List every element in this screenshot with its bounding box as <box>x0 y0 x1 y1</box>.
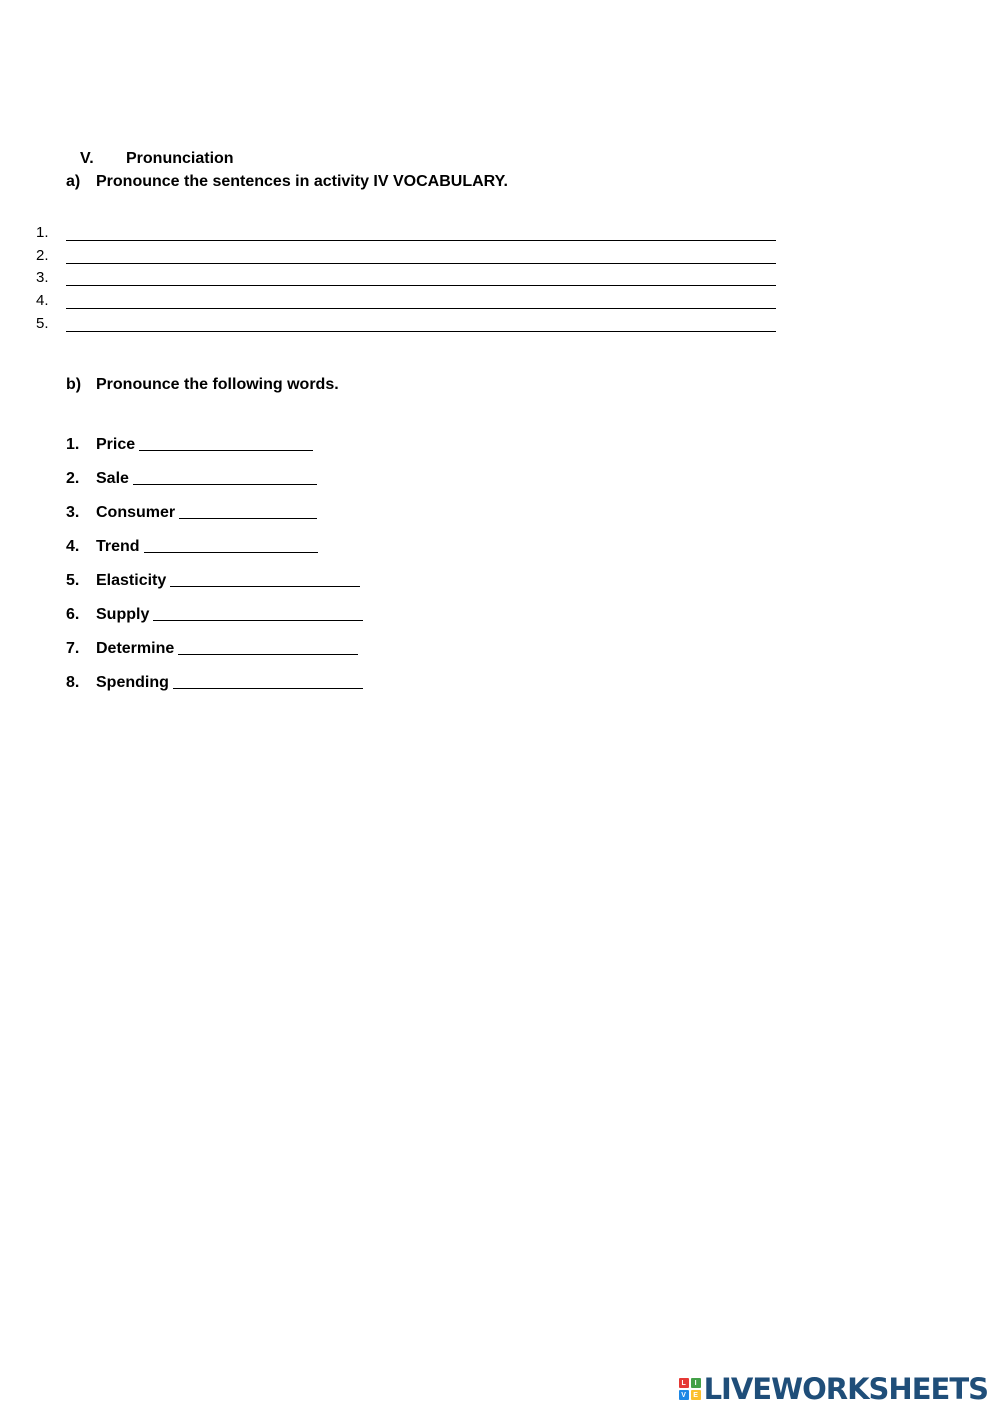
answer-blank[interactable] <box>66 271 776 286</box>
liveworksheets-brand[interactable] <box>679 1372 988 1406</box>
word-blank[interactable] <box>170 574 360 587</box>
word-blank[interactable] <box>133 472 317 485</box>
answer-line[interactable] <box>36 309 776 332</box>
line-number: 2. <box>36 246 49 264</box>
section-title: Pronunciation <box>126 150 234 167</box>
word-label: Spending <box>96 674 169 691</box>
word-label: Determine <box>96 640 175 657</box>
line-number: 1. <box>36 223 49 241</box>
word-label: Supply <box>96 606 150 623</box>
logo-tile: V <box>679 1390 689 1400</box>
sentence-lines <box>36 218 776 332</box>
word-item <box>66 624 363 658</box>
section-heading <box>80 150 234 168</box>
part-a-heading <box>66 173 508 191</box>
answer-blank[interactable] <box>66 294 776 309</box>
answer-blank[interactable] <box>66 249 776 264</box>
word-blank[interactable] <box>139 438 313 451</box>
line-number: 5. <box>36 314 49 332</box>
part-a-letter: a) <box>66 173 81 190</box>
word-number: 2. <box>66 470 80 487</box>
part-b-heading <box>66 376 339 394</box>
word-number: 5. <box>66 572 80 589</box>
word-number: 6. <box>66 606 80 623</box>
word-item <box>66 590 363 624</box>
word-number: 1. <box>66 436 80 453</box>
word-blank[interactable] <box>179 506 317 519</box>
answer-line[interactable] <box>36 264 776 287</box>
word-label: Sale <box>96 470 129 487</box>
part-b-letter: b) <box>66 376 82 393</box>
answer-blank[interactable] <box>66 226 776 241</box>
answer-blank[interactable] <box>66 317 776 332</box>
word-label: Consumer <box>96 504 176 521</box>
word-item <box>66 454 363 488</box>
word-blank[interactable] <box>144 540 318 553</box>
answer-line[interactable] <box>36 218 776 241</box>
part-a-instruction: Pronounce the sentences in activity IV VOCABULARY. <box>96 173 508 190</box>
section-numeral: V. <box>80 150 94 167</box>
brand-name: LIVEWORKSHEETS <box>703 1372 988 1406</box>
word-item <box>66 420 363 454</box>
word-blank[interactable] <box>178 642 358 655</box>
logo-tile: L <box>679 1378 689 1388</box>
word-blank[interactable] <box>153 608 363 621</box>
word-number: 3. <box>66 504 80 521</box>
word-item <box>66 556 363 590</box>
liveworksheets-logo-icon <box>679 1378 701 1400</box>
word-number: 8. <box>66 674 80 691</box>
word-list <box>66 420 363 692</box>
word-number: 7. <box>66 640 80 657</box>
answer-line[interactable] <box>36 241 776 264</box>
word-number: 4. <box>66 538 80 555</box>
logo-tile: E <box>691 1390 701 1400</box>
word-item <box>66 658 363 692</box>
word-blank[interactable] <box>173 676 363 689</box>
word-item <box>66 488 363 522</box>
word-label: Price <box>96 436 136 453</box>
answer-line[interactable] <box>36 286 776 309</box>
word-label: Trend <box>96 538 140 555</box>
line-number: 4. <box>36 292 49 310</box>
word-item <box>66 522 363 556</box>
line-number: 3. <box>36 269 49 287</box>
word-label: Elasticity <box>96 572 167 589</box>
part-b-instruction: Pronounce the following words. <box>96 376 339 393</box>
logo-tile: I <box>691 1378 701 1388</box>
